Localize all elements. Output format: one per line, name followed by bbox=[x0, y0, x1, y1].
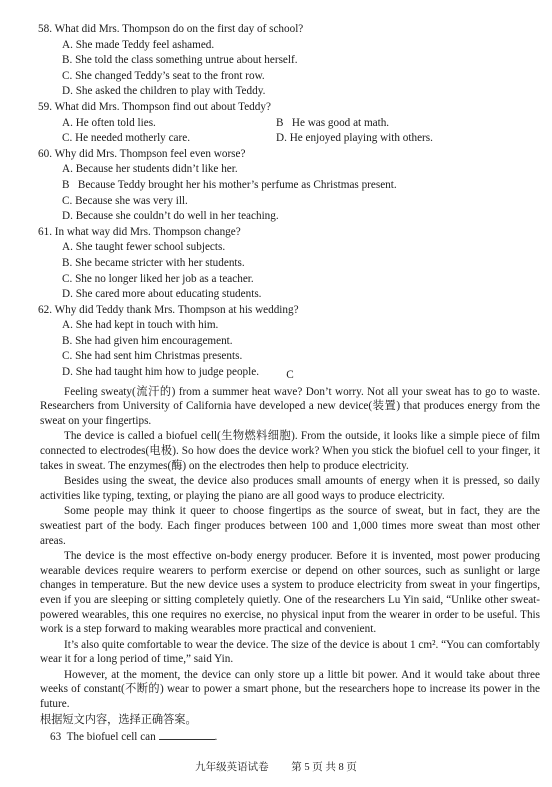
answer-blank[interactable] bbox=[159, 729, 215, 740]
option-58-a bbox=[38, 38, 538, 53]
option-text: She became stricter with her students. bbox=[75, 256, 245, 269]
passage-paragraph-7: However, at the moment, the device can only store up a little bit power. And it would take about three weeks of constant(不断的) wear to power a smart phone, but the researchers hope to increase its power in the future. bbox=[40, 668, 540, 711]
question-62 bbox=[38, 303, 538, 318]
option-letter: B. bbox=[62, 54, 73, 67]
option-text: Because Teddy brought her his mother’s perfume as Christmas present. bbox=[77, 178, 397, 191]
question-58 bbox=[38, 22, 538, 37]
option-59-b bbox=[276, 116, 538, 131]
option-62-b bbox=[38, 334, 538, 349]
passage-paragraph-4: Some people may think it queer to choose fingertips as the source of sweat, but in fact, they are the sweatiest part of the body. Each finger produces between 100 and 1,000 times more sweat than most other areas. bbox=[40, 505, 540, 547]
option-text: He often told lies. bbox=[75, 116, 156, 129]
option-letter: A. bbox=[62, 38, 73, 51]
passage-paragraph-5: The device is the most effective on-body energy producer. Before it is invented, most power producing wearable devices require wearers to perform exercise or depend on other sources, such as sunlight or large changes in temperature. But the new device uses a system to produce electricity from sweat in your fingertips, even if you are sleeping or sitting completely quietly. One of the researchers Lu Yin said, “Unlike other sweat-powered wearables, this one requires no exercise, no physical input from the wearer in order to be useful. This work is a step forward to making wearables more practical and convenient. bbox=[40, 550, 540, 636]
option-letter: C. bbox=[62, 272, 73, 285]
question-block bbox=[38, 22, 538, 381]
option-letter: A. bbox=[62, 116, 73, 129]
option-text: She taught fewer school subjects. bbox=[75, 241, 226, 254]
question-text: What did Mrs. Thompson find out about Teddy? bbox=[54, 100, 271, 113]
option-letter: C. bbox=[62, 350, 73, 363]
option-60-d bbox=[38, 209, 538, 224]
section-label: C bbox=[286, 369, 294, 381]
option-58-c bbox=[38, 69, 538, 84]
option-62-a bbox=[38, 318, 538, 333]
question-number: 58. bbox=[38, 23, 52, 35]
passage-paragraph-2: The device is called a biofuel cell(生物燃料细胞). From the outside, it looks like a simple piece of film connected to electrodes(电极). So how does the device work? When you stick the biofuel cell to your finger, it takes in sweat. The enzymes(酶) on the electrodes then help to produce electricity. bbox=[40, 430, 540, 472]
option-58-b bbox=[38, 53, 538, 68]
option-text: He was good at math. bbox=[291, 116, 390, 129]
question-number: 60. bbox=[38, 147, 52, 160]
option-59-d bbox=[276, 131, 538, 146]
option-letter: D. bbox=[276, 132, 287, 145]
option-text: She had taught him how to judge people. bbox=[75, 366, 260, 379]
question-60 bbox=[38, 147, 538, 162]
option-text: Because she was very ill. bbox=[75, 194, 188, 207]
option-60-c bbox=[38, 194, 538, 209]
question-61 bbox=[38, 225, 538, 240]
option-letter: A. bbox=[62, 241, 73, 254]
option-letter: C. bbox=[62, 132, 73, 145]
question-text: In what way did Mrs. Thompson change? bbox=[54, 225, 241, 238]
question-text: Why did Teddy thank Mrs. Thompson at his wedding? bbox=[54, 303, 299, 316]
passage-paragraph-1: Feeling sweaty(流汗的) from a summer heat wave? Don’t worry. Not all your sweat has to go to waste. Researchers from University of California have developed a new device(装置) that produces energy from the sweat on your fingertips. bbox=[40, 385, 540, 427]
option-61-c bbox=[38, 272, 538, 287]
question-text: The biofuel cell can bbox=[66, 731, 156, 744]
option-58-d bbox=[38, 84, 538, 99]
question-number: 63 bbox=[50, 731, 62, 744]
option-letter: A. bbox=[62, 163, 73, 176]
option-60-a bbox=[38, 162, 538, 177]
option-61-a bbox=[38, 240, 538, 255]
question-59 bbox=[38, 100, 538, 115]
page-footer bbox=[0, 761, 552, 776]
option-letter: A. bbox=[62, 319, 73, 332]
option-text: Because she couldn’t do well in her teaching. bbox=[75, 210, 279, 223]
question-number: 61. bbox=[38, 225, 52, 238]
option-text: She had given him encouragement. bbox=[75, 334, 233, 347]
option-letter: D. bbox=[62, 366, 73, 379]
option-text: She asked the children to play with Teddy. bbox=[75, 85, 266, 98]
option-61-d bbox=[38, 287, 538, 302]
question-text: What did Mrs. Thompson do on the first day of school? bbox=[54, 23, 304, 35]
instruction-text: 根据短文内容，选择正确答案。 bbox=[40, 713, 197, 726]
option-letter: D. bbox=[62, 210, 73, 223]
option-text: He enjoyed playing with others. bbox=[289, 132, 433, 145]
option-text: She cared more about educating students. bbox=[75, 288, 262, 301]
option-61-b bbox=[38, 256, 538, 271]
option-letter: D. bbox=[62, 85, 73, 98]
option-letter: B. bbox=[62, 334, 73, 347]
option-59-a bbox=[62, 116, 276, 131]
passage-paragraph-6: It’s also quite comfortable to wear the device. The size of the device is about 1 cm². “You can comfortably wear it for a long period of time,” said Yin. bbox=[40, 638, 540, 666]
option-letter: B bbox=[276, 116, 284, 129]
reading-passage-c bbox=[40, 368, 540, 745]
question-number: 62. bbox=[38, 303, 52, 316]
option-text: He needed motherly care. bbox=[75, 132, 190, 145]
option-letter: C. bbox=[62, 194, 73, 207]
option-letter: B. bbox=[62, 256, 73, 269]
option-text: Because her students didn’t like her. bbox=[75, 163, 238, 176]
option-letter: B bbox=[62, 178, 70, 191]
option-text: She changed Teddy’s seat to the front row. bbox=[75, 69, 265, 82]
option-text: She no longer liked her job as a teacher. bbox=[75, 272, 254, 285]
option-letter: D. bbox=[62, 288, 73, 301]
option-row-59-cd bbox=[38, 131, 538, 146]
option-62-c bbox=[38, 349, 538, 364]
passage-paragraph-3: Besides using the sweat, the device also produces small amounts of energy when it is pressed, so daily activities like typing, texting, or playing the piano are all good ways to produce electricity. bbox=[40, 475, 540, 502]
option-letter: C. bbox=[62, 69, 73, 82]
option-text: She made Teddy feel ashamed. bbox=[75, 38, 215, 51]
option-text: She told the class something untrue about herself. bbox=[75, 54, 298, 67]
option-text: She had kept in touch with him. bbox=[75, 319, 219, 332]
question-number: 59. bbox=[38, 100, 52, 113]
question-text: Why did Mrs. Thompson feel even worse? bbox=[54, 147, 246, 160]
footer-page-number: 第 5 页 共 8 页 bbox=[291, 762, 357, 773]
footer-subject: 九年级英语试卷 bbox=[195, 762, 269, 773]
option-60-b bbox=[38, 178, 538, 193]
question-63: 63 The biofuel cell can . bbox=[50, 731, 218, 744]
option-row-59-ab bbox=[38, 116, 538, 131]
option-59-c bbox=[62, 131, 276, 146]
option-text: She had sent him Christmas presents. bbox=[75, 350, 243, 363]
